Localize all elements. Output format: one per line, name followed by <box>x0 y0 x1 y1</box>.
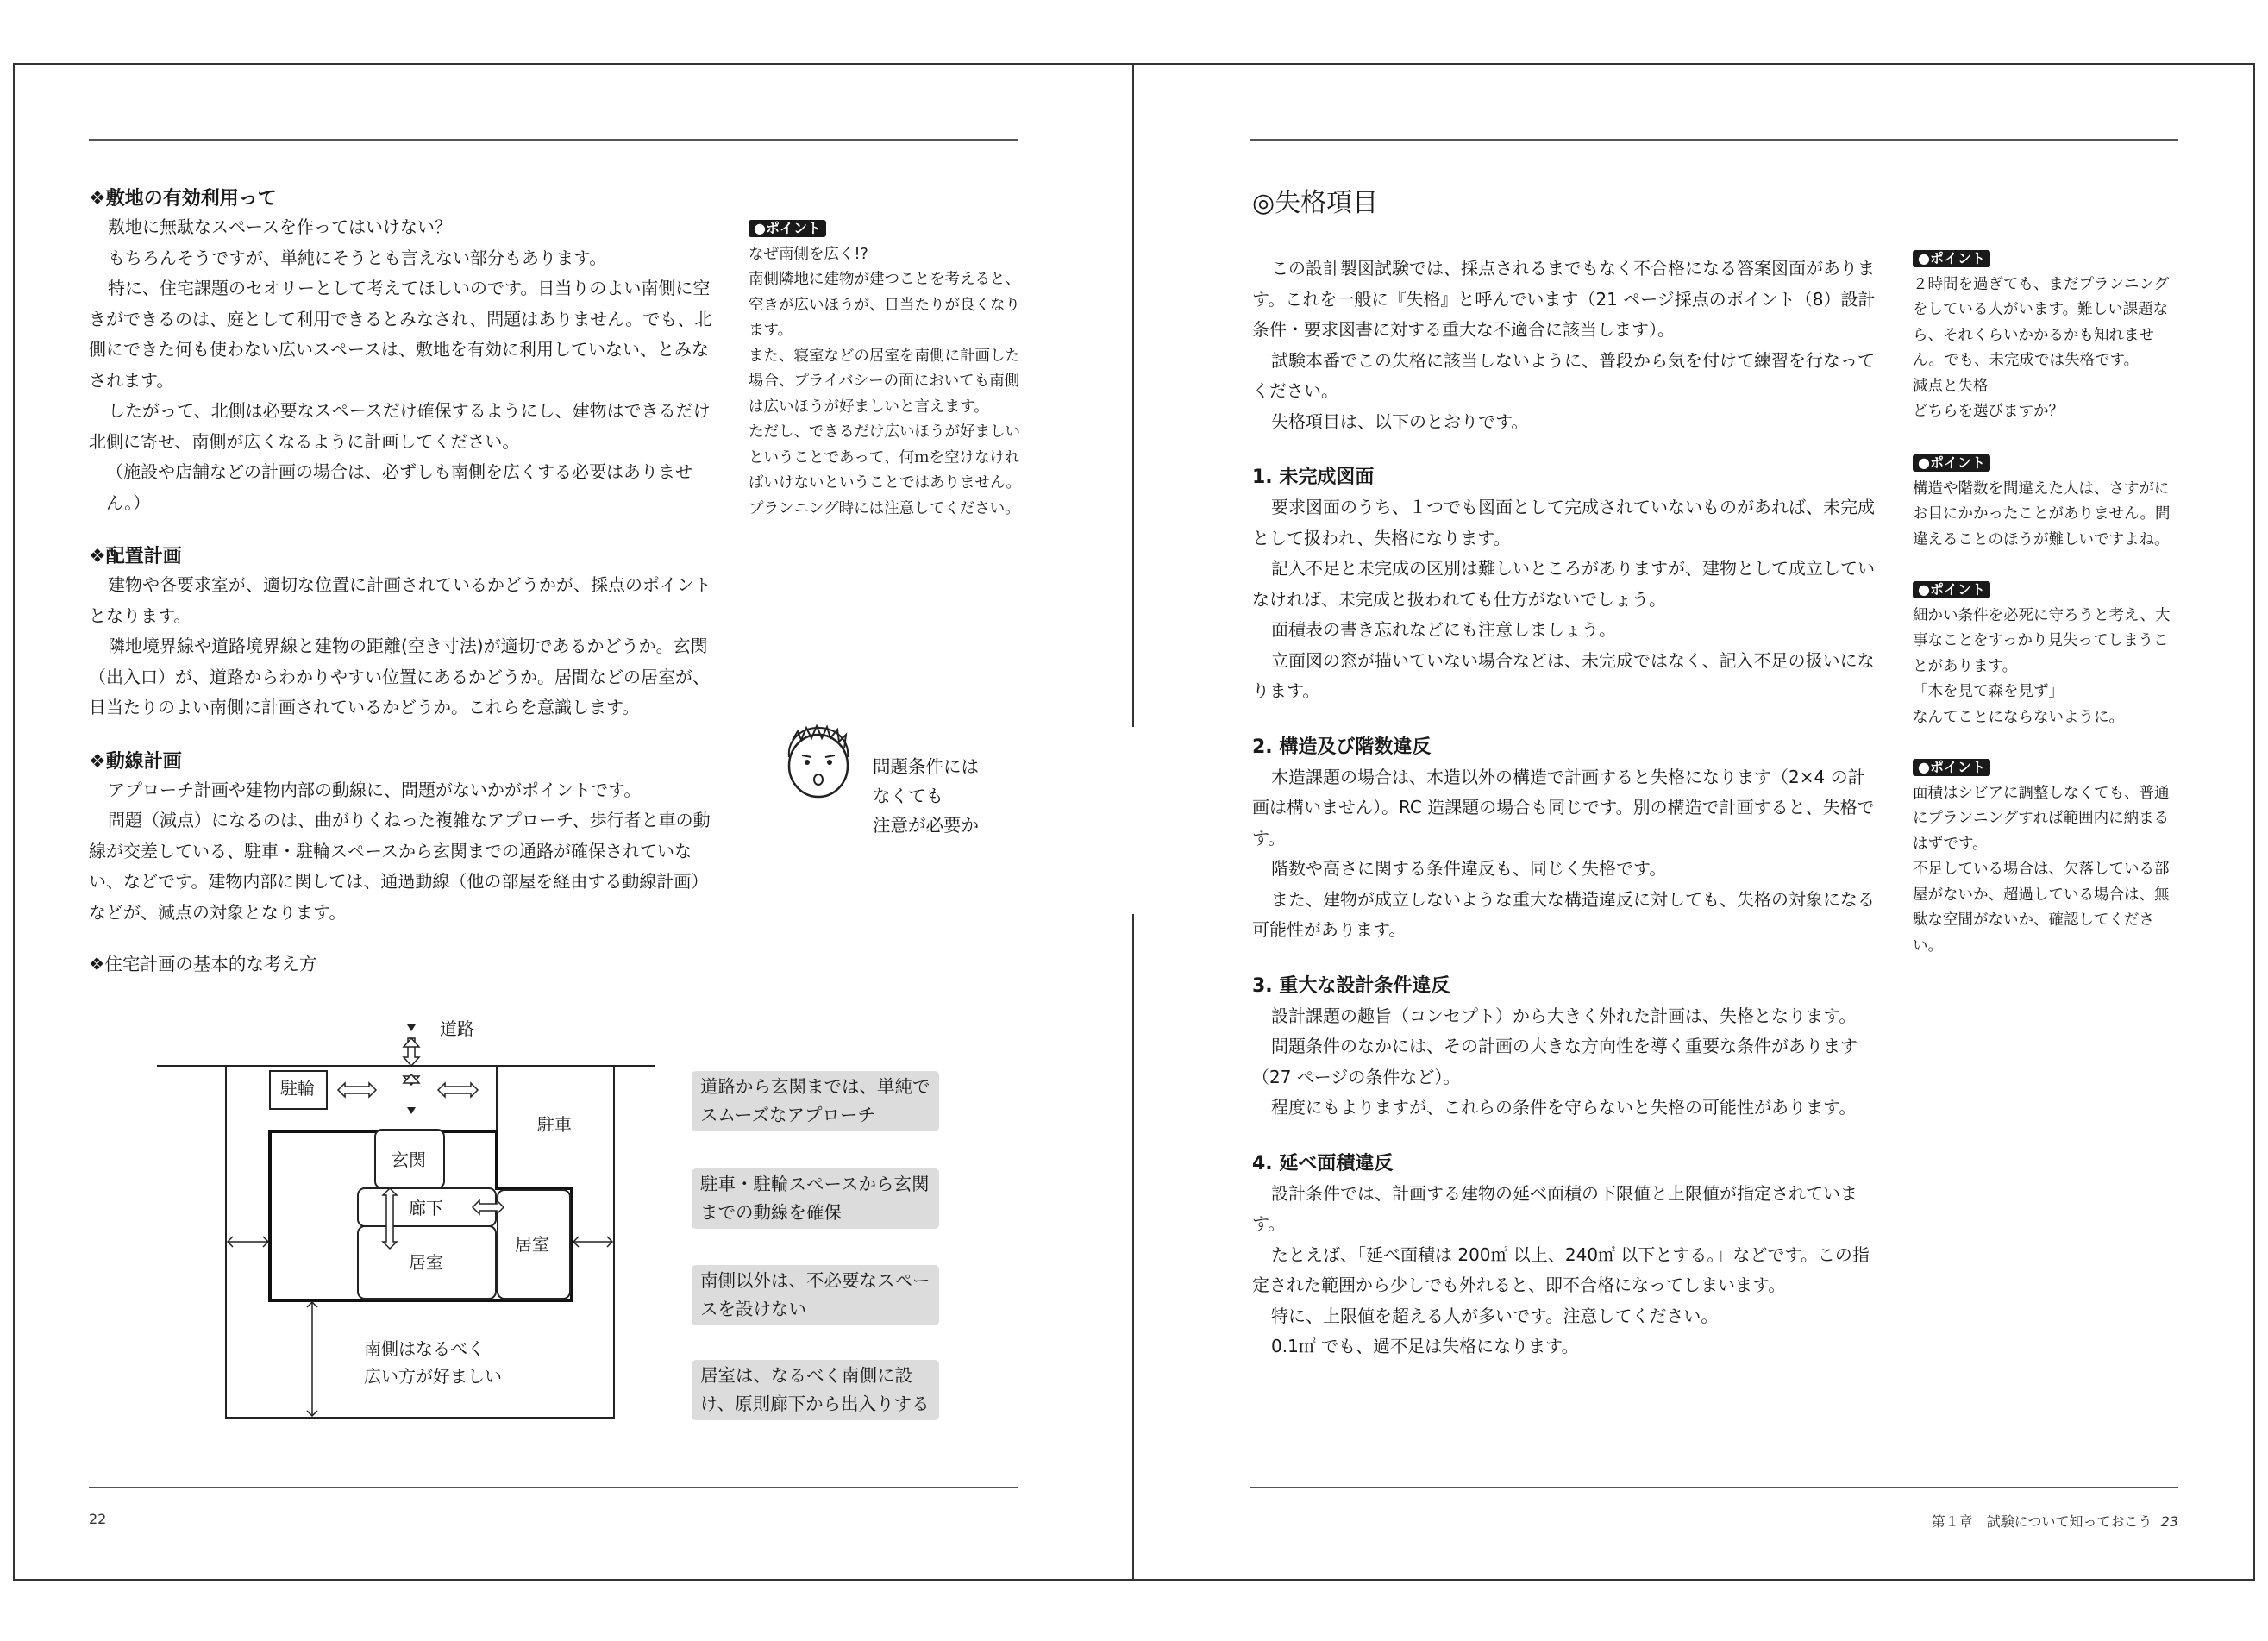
south-note: 広い方が好ましい <box>364 1366 502 1387</box>
paragraph: 問題（減点）になるのは、曲がりくねった複雑なアプローチ、歩行者と車の動線が交差している、駐車・駐輪スペースから玄関までの通路が確保されていない、などです。建物内部に関しては、通過動線（他の部屋を経由する動線計画）などが、減点の対象となります。 <box>89 810 711 923</box>
paragraph: たとえば、「延べ面積は 200㎡ 以上、240㎡ 以下とする。」などです。この指定された範囲から少しでも外れると、即不合格になってしまいます。 <box>1252 1243 1870 1295</box>
spine-line <box>1132 63 1134 727</box>
sidebar-point <box>1913 578 2182 730</box>
paragraph: したがって、北側は必要なスペースだけ確保するようにし、建物はできるだけ北側に寄せ、南側が広くなるように計画してください。 <box>89 400 711 452</box>
point-badge: ●ポイント <box>749 220 826 237</box>
south-note: 南側はなるべく <box>364 1338 485 1359</box>
sidebar-point <box>1913 247 2182 425</box>
living-label: 居室 <box>409 1252 443 1273</box>
point-badge: ●ポイント <box>1913 759 1990 776</box>
sidebar-text: 南側隣地に建物が建つことを考えると、空きが広いほうが、日当たりが良くなります。 <box>749 271 1020 339</box>
chapter-title: 第１章 試験について知っておこう <box>1931 1513 2152 1530</box>
paragraph: 設計条件では、計画する建物の延べ面積の下限値と上限値が指定されています。 <box>1252 1182 1858 1234</box>
sidebar-text: 不足している場合は、欠落している部屋がないか、超過している場合は、無駄な空間がないか、確認してください。 <box>1913 861 2170 955</box>
page-number-left: 22 <box>89 1511 107 1527</box>
paragraph: この設計製図試験では、採点されるまでもなく不合格になる答案図面があります。これを一般に『失格』と呼んでいます（21 ページ採点のポイント（8）設計条件・要求図書に対する重大な不適合に該当します）。 <box>1252 258 1876 340</box>
diagram-callout: 南側以外は、不必要なスペースを設けない <box>692 1265 939 1325</box>
paragraph: 記入不足と未完成の区別は難しいところがありますが、建物として成立していなければ、未完成と扱われても仕方がないでしょう。 <box>1252 558 1875 610</box>
spine-line <box>1132 914 1134 1581</box>
diagram-callout: 駐車・駐輪スペースから玄関までの動線を確保 <box>692 1168 939 1229</box>
section-heading: ❖敷地の有効利用って <box>89 188 277 210</box>
header-rule-left <box>89 139 1018 141</box>
section-heading: ❖配置計画 <box>89 546 182 567</box>
sidebar-text: 減点と失格 <box>1913 377 1989 395</box>
corridor-label: 廊下 <box>409 1198 443 1218</box>
paragraph: 要求図面のうち、１つでも図面として完成されていないものがあれば、未完成として扱われ、失格になります。 <box>1252 497 1875 548</box>
sidebar-text: 構造や階数を間違えた人は、さすがにお目にかかったことがありません。間違えることのほうが難しいですよね。 <box>1913 479 2171 548</box>
paragraph: （施設や店舗などの計画の場合は、必ずしも南側を広くする必要はありません。） <box>106 461 692 513</box>
sidebar-point <box>1913 451 2182 553</box>
parking-label: 駐車 <box>537 1114 572 1135</box>
right-main-column <box>1252 186 1882 1362</box>
sidebar-text: 細かい条件を必死に守ろうと考え、大事なことをすっかり見失ってしまうことがあります。 <box>1913 606 2171 675</box>
point-badge: ●ポイント <box>1913 250 1990 267</box>
section-heading: ❖動線計画 <box>89 750 182 773</box>
footer-rule-left <box>89 1487 1018 1488</box>
diagram-title: ❖住宅計画の基本的な考え方 <box>89 954 317 974</box>
diagram-callout: 居室は、なるべく南側に設け、原則廊下から出入りする <box>692 1360 939 1420</box>
paragraph: 木造課題の場合は、木造以外の構造で計画すると失格になります（2×4 の計画は構いません）。RC 造課題の場合も同じです。別の構造で計画すると、失格です。 <box>1252 766 1875 849</box>
page-number-right: 23 <box>2160 1513 2178 1530</box>
sidebar-text: ただし、できるだけ広いほうが好ましいということであって、何ｍを空けなければいけないということではありません。 <box>749 423 1022 492</box>
note-line: 問題条件には <box>873 756 979 777</box>
left-main-column <box>89 186 718 928</box>
sidebar-text: どちらを選びますか？ <box>1913 403 2064 420</box>
item-heading: 4. 延べ面積違反 <box>1252 1152 1394 1174</box>
paragraph: また、建物が成立しないような重大な構造違反に対しても、失格の対象になる可能性があります。 <box>1252 888 1875 940</box>
paragraph: 特に、住宅課題のセオリーとして考えてほしいのです。日当りのよい南側に空きができるのは、庭として利用できるとみなされ、問題はありません。でも、北側にできた何も使わない広いスペースは、敷地を有効に利用していない、とみなされます。 <box>89 278 712 391</box>
item-heading: 1. 未完成図面 <box>1252 467 1375 488</box>
sidebar-point <box>749 216 1024 522</box>
item-heading: 2. 構造及び階数違反 <box>1252 736 1432 758</box>
paragraph: もちろんそうですが、単純にそうとも言えない部分もあります。 <box>108 247 607 268</box>
entrance-label: 玄関 <box>392 1149 426 1170</box>
footer-rule-right <box>1250 1487 2178 1488</box>
paragraph: 隣地境界線や道路境界線と建物の距離(空き寸法)が適切であるかどうか。玄関（出入口）が、道路からわかりやすい位置にあるかどうか。居間などの居室が、日当たりのよい南側に計画されているかどうか。これらを意識します。 <box>89 636 710 717</box>
point-badge: ●ポイント <box>1913 454 1990 472</box>
character-note <box>873 752 979 840</box>
paragraph: 特に、上限値を超える人が多いです。注意してください。 <box>1271 1305 1719 1326</box>
running-footer <box>1932 1511 2178 1531</box>
paragraph: 面積表の書き忘れなどにも注意しましょう。 <box>1271 619 1616 640</box>
sidebar-point <box>1913 755 2182 959</box>
paragraph: 0.1㎡ でも、過不足は失格になります。 <box>1271 1336 1579 1356</box>
paragraph: 立面図の窓が描いていない場合などは、未完成ではなく、記入不足の扱いになります。 <box>1252 649 1875 701</box>
paragraph: 建物や各要求室が、適切な位置に計画されているかどうかが、採点のポイントとなります。 <box>89 574 711 626</box>
paragraph: 試験本番でこの失格に該当しないように、普段から気を付けて練習を行なってください。 <box>1252 349 1875 401</box>
sidebar-text: なんてことにならないように。 <box>1913 708 2124 726</box>
note-line: なくても <box>873 786 943 806</box>
paragraph: 設計課題の趣旨（コンセプト）から大きく外れた計画は、失格となります。 <box>1271 1005 1857 1026</box>
page-title: ◎失格項目 <box>1252 188 1379 218</box>
living-side-label: 居室 <box>515 1234 549 1255</box>
road-label: 道路 <box>440 1018 474 1039</box>
sidebar-text: なぜ南側を広く!? <box>749 245 868 263</box>
paragraph: 失格項目は、以下のとおりです。 <box>1271 410 1529 432</box>
paragraph: 階数や高さに関する条件違反も、同じく失格です。 <box>1271 858 1667 879</box>
sidebar-text: 面積はシビアに調整しなくても、普通にプランニングすれば範囲内に納まるはずです。 <box>1913 784 2170 853</box>
bike-label: 駐輪 <box>280 1078 315 1099</box>
thinking-face-icon <box>780 723 856 802</box>
header-rule-right <box>1250 139 2178 141</box>
diagram-callout: 道路から玄関までは、単純でスムーズなアプローチ <box>692 1071 939 1131</box>
paragraph: 問題条件のなかには、その計画の大きな方向性を導く重要な条件があります（27 ページの条件など）。 <box>1252 1036 1858 1087</box>
item-heading: 3. 重大な設計条件違反 <box>1252 974 1450 997</box>
paragraph: 敷地に無駄なスペースを作ってはいけない？ <box>108 216 452 237</box>
sidebar-text: また、寝室などの居室を南側に計画した場合、プライバシーの面においても南側は広いほうが好ましいと言えます。 <box>749 347 1020 416</box>
sidebar-text: プランニング時には注意してください。 <box>749 499 1020 517</box>
note-line: 注意が必要か <box>873 815 979 836</box>
sidebar-text: 「木を見て森を見ず」 <box>1913 683 2064 700</box>
point-badge: ●ポイント <box>1913 581 1990 598</box>
paragraph: アプローチ計画や建物内部の動線に、問題がないかがポイントです。 <box>108 779 642 800</box>
paragraph: 程度にもよりますが、これらの条件を守らないと失格の可能性があります。 <box>1271 1097 1857 1118</box>
sidebar-text: ２時間を過ぎても、まだプランニングをしている人がいます。難しい課題なら、それくらいかかるかも知れません。でも、未完成では失格です。 <box>1913 275 2170 369</box>
